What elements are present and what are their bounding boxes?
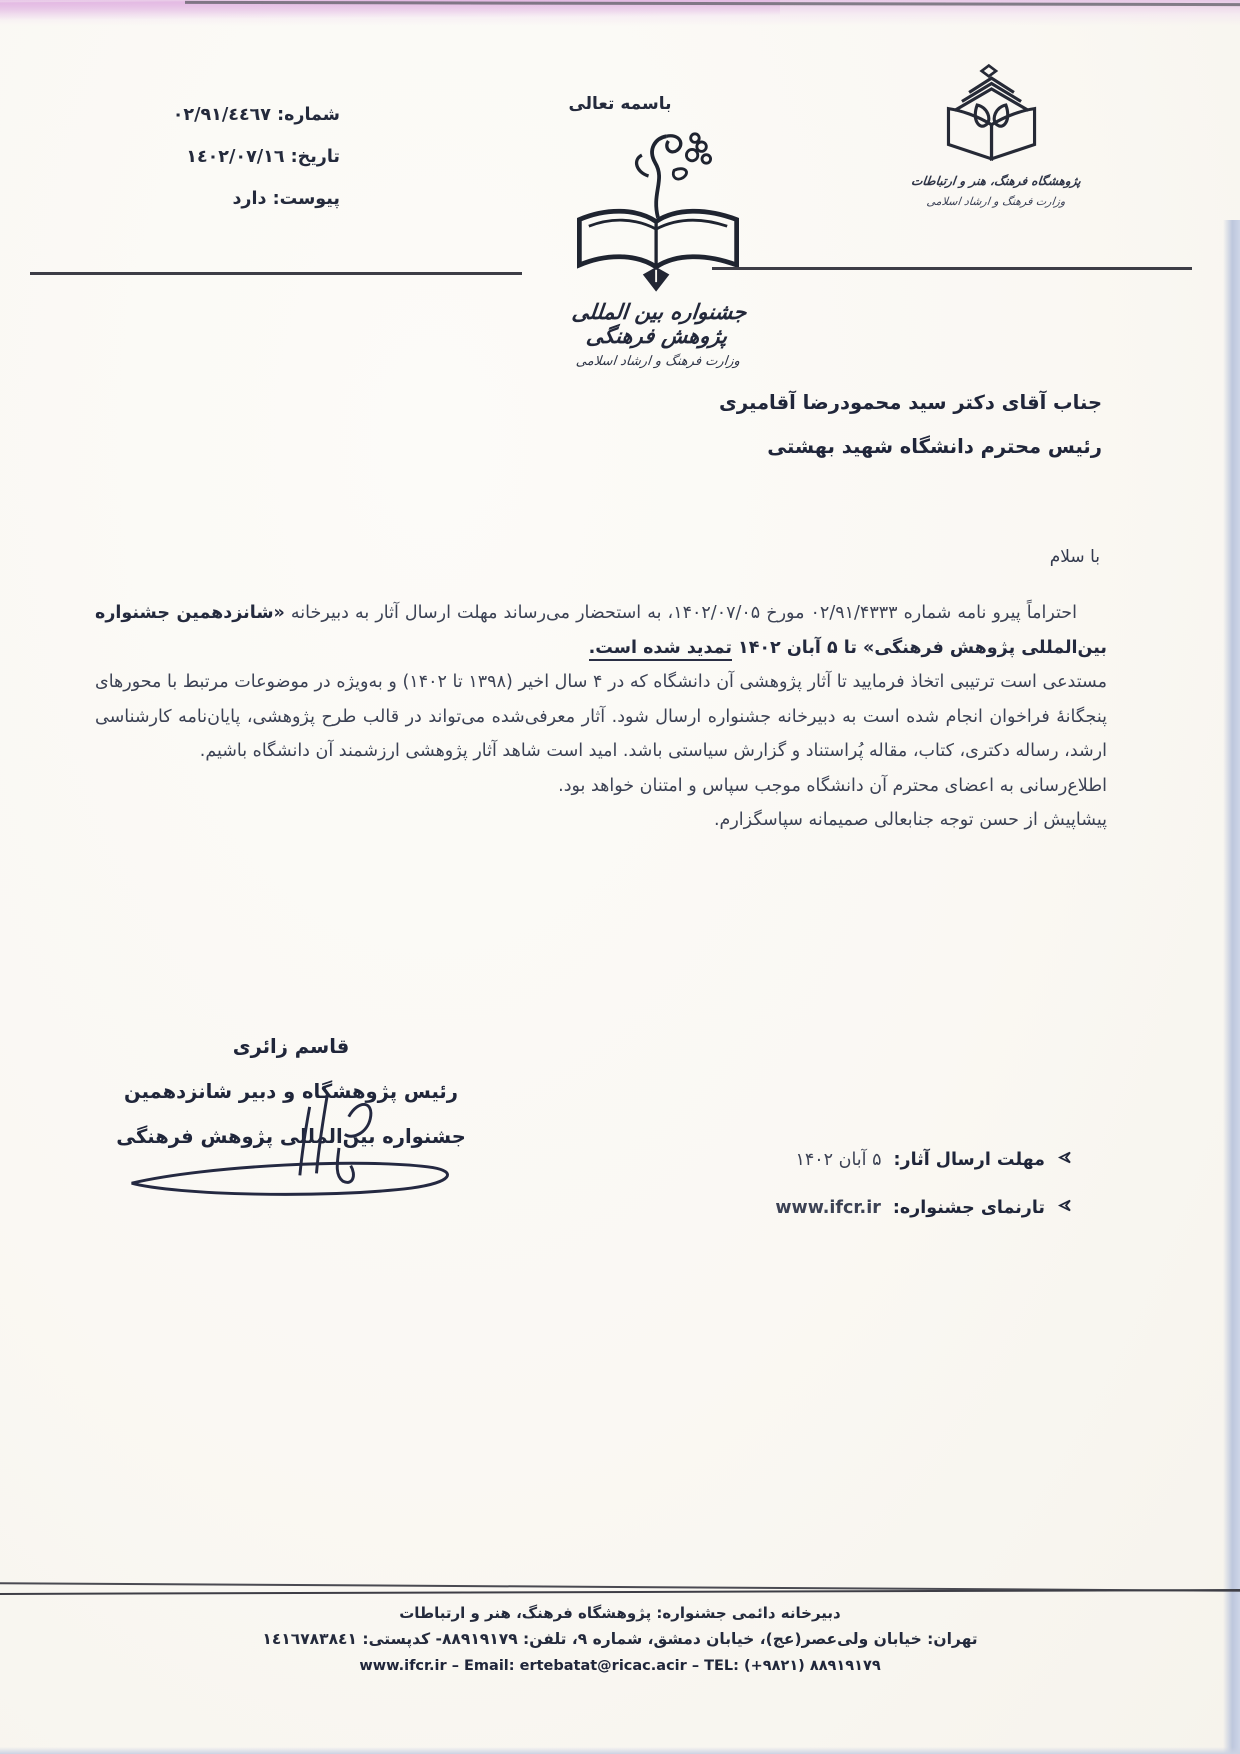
body-p1-festival-bold: «شانزدهمین جشنواره بین‌المللی پژوهش فرهنگی» تا ۵ آبان ۱۴۰۲ (95, 603, 1107, 658)
arrowhead-bullet-icon (1057, 1150, 1072, 1170)
institute-logo-title: پژوهشگاه فرهنگ، هنر و ارتباطات (910, 174, 1082, 188)
body-paragraph-2: اطلاع‌رسانی به اعضای محترم آن دانشگاه موجب سپاس و امتنان خواهد بود. (558, 775, 1107, 796)
deadline-value: ۵ آبان ۱۴۰۲ (795, 1150, 882, 1170)
letter-attachment-line (112, 178, 340, 220)
body-paragraph-3: پیشاپیش از حسن توجه جنابعالی صمیمانه سپاسگزارم. (713, 810, 1107, 830)
footer-rule-2 (0, 1589, 1240, 1595)
scan-artifact-right-edge (1223, 220, 1240, 1754)
website-value: www.ifcr.ir (775, 1198, 881, 1218)
festival-logo-subtitle: وزارت فرهنگ و ارشاد اسلامی (575, 354, 741, 369)
festival-info-list (775, 1136, 1072, 1232)
letter-attachment-label: پیوست: (272, 189, 340, 209)
salutation: با سلام (1049, 547, 1100, 567)
letter-body (95, 596, 1107, 838)
letter-reference-block (112, 94, 340, 220)
body-p1-intro: احتراماً پیرو نامه شماره ۰۲/۹۱/۴۳۳۳ مورخ ۱۴۰۲/۰۷/۰۵، به استحضار می‌رساند مهلت ارسال آثار به دبیرخانه (284, 603, 1077, 623)
deadline-item (775, 1136, 1072, 1184)
festival-logo-title: جشنواره بین المللی پژوهش فرهنگی (570, 300, 748, 348)
letter-number-value: ٠٢/٩١/٤٤٦٧ (172, 105, 271, 125)
book-flower-pen-logo-icon (538, 126, 778, 298)
festival-logo-block (538, 126, 778, 369)
letter-date-label: تاریخ: (290, 147, 340, 167)
institute-logo-block (878, 62, 1114, 208)
recipient-title: رئیس محترم دانشگاه شهید بهشتی (767, 435, 1102, 458)
footer-contact-line: www.ifcr.ir – Email: ertebatat@ricac.acir – TEL: (+۹۸۲۱) ۸۸۹۱۹۱۷۹ (359, 1658, 881, 1674)
recipient-name: جناب آقای دکتر سید محمودرضا آقامیری (719, 391, 1102, 414)
footer-address-line: تهران: خیابان ولی‌عصر(عج)، خیابان دمشق، شماره ۹، تلفن: ۸۸۹۱۹۱۷۹- کدپستی: ۱٤۱٦۷۸۳۸٤۱ (262, 1630, 978, 1648)
arrowhead-bullet-icon (1057, 1198, 1072, 1218)
header-rule-right (712, 267, 1192, 270)
header-rule-left (30, 272, 522, 275)
signer-title-line1: رئیس پژوهشگاه و دبیر شانزدهمین (124, 1080, 458, 1103)
institute-logo-subtitle: وزارت فرهنگ و ارشاد اسلامی (925, 195, 1067, 208)
letter-number-label: شماره: (277, 105, 340, 125)
letter-date-value: ١٤٠٢/٠٧/١٦ (186, 147, 285, 167)
signer-name: قاسم زائری (232, 1035, 350, 1058)
letter-number-line (112, 94, 340, 136)
website-item (775, 1184, 1072, 1232)
scan-artifact-bottom-edge (0, 1747, 1240, 1754)
footer-secretariat-line: دبیرخانه دائمی جشنواره: پژوهشگاه فرهنگ، هنر و ارتباطات (399, 1604, 841, 1622)
footer-block (0, 1600, 1240, 1680)
signer-title-line2: جشنواره بین‌المللی پژوهش فرهنگی (116, 1125, 466, 1148)
body-p1-extended-underlined: تمدید شده است. (589, 638, 732, 661)
deadline-label: مهلت ارسال آثار: (893, 1150, 1045, 1170)
handwritten-signature-icon (118, 1086, 470, 1212)
letter-attachment-value: دارد (232, 189, 267, 209)
website-label: تارنمای جشنواره: (892, 1198, 1045, 1218)
letter-date-line (112, 136, 340, 178)
book-dome-logo-icon (878, 62, 1114, 166)
body-p1-request: مستدعی است ترتیبی اتخاذ فرمایید تا آثار پژوهشی آن دانشگاه که در ۴ سال اخیر (۱۳۹۸ تا ۱۴۰۲) و به‌ویژه در موضوعات مرتبط با محورهای پنجگانهٔ فراخوان انجام شده است به دبیرخانه جشنواره ارسال شود. آثار معرفی‌شده می‌تواند در قالب طرح پژوهشی، پایان‌نامه کارشناسی ارشد، رساله دکتری، کتاب، مقاله پُراستناد و گزارش سیاستی باشد. امید است شاهد آثار پژوهشی ارزشمند آن دانشگاه باشیم. (95, 672, 1108, 761)
besmellah-heading: باسمه تعالی (568, 94, 672, 114)
recipient-block (719, 381, 1102, 469)
body-paragraph-1 (95, 596, 1107, 769)
